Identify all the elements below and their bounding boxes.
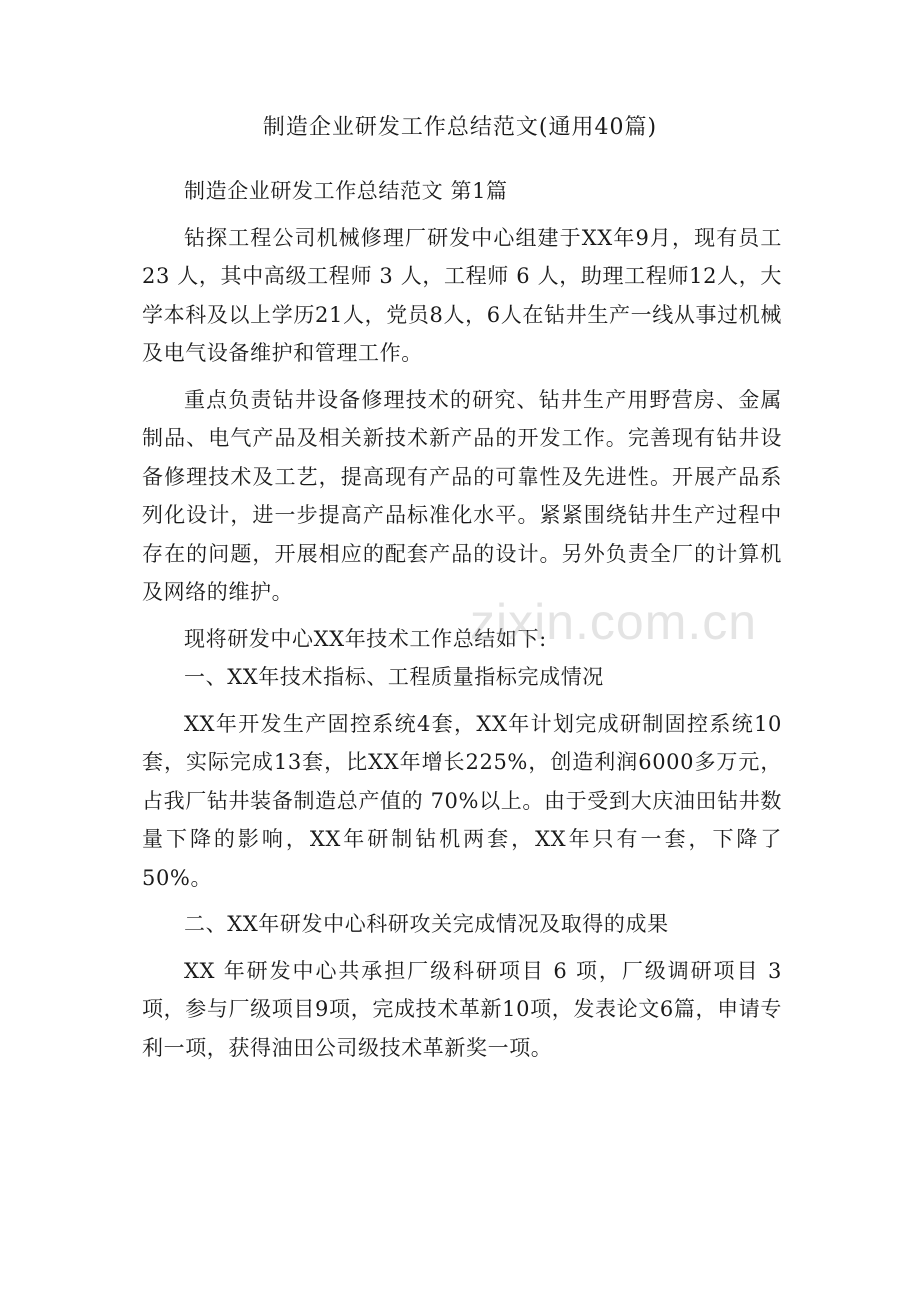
paragraph: XX 年研发中心共承担厂级科研项目 6 项，厂级调研项目 3项，参与厂级项目9项，完成技术革新10项，发表论文6篇，申请专利一项，获得油田公司级技术革新奖一项。	[142, 958, 782, 1060]
paragraph: 钻探工程公司机械修理厂研发中心组建于XX年9月，现有员工 23 人，其中高级工程师 3 人，工程师 6 人，助理工程师12人，大学本科及以上学历21人，党员8人，6人在钻井生产一线从事过机械及电气设备维护和管理工作。	[142, 225, 782, 365]
subsection-heading: 二、XX年研发中心科研攻关完成情况及取得的成果	[184, 912, 669, 936]
paragraph: 重点负责钻井设备修理技术的研究、钻井生产用野营房、金属制品、电气产品及相关新技术新产品的开发工作。完善现有钻井设备修理技术及工艺，提高现有产品的可靠性及先进性。开展产品系列化设计，进一步提高产品标准化水平。紧紧围绕钻井生产过程中存在的问题，开展相应的配套产品的设计。另外负责全厂的计算机及网络的维护。	[142, 387, 782, 604]
document-body	[142, 172, 782, 1067]
watermark: zixin.com.cn	[470, 594, 758, 650]
paragraph: 现将研发中心XX年技术工作总结如下:	[184, 626, 547, 651]
document-title: 制造企业研发工作总结范文(通用40篇)	[262, 115, 658, 140]
subsection-heading: 一、XX年技术指标、工程质量指标完成情况	[184, 665, 604, 689]
section-heading: 制造企业研发工作总结范文 第1篇	[184, 179, 508, 203]
paragraph: XX年开发生产固控系统4套，XX年计划完成研制固控系统10套，实际完成13套，比XX年增长225%，创造利润6000多万元，占我厂钻井装备制造总产值的 70%以上。由于受到大庆油田钻井数量下降的影响，XX年研制钻机两套，XX年只有一套，下降了50%。	[142, 711, 782, 890]
